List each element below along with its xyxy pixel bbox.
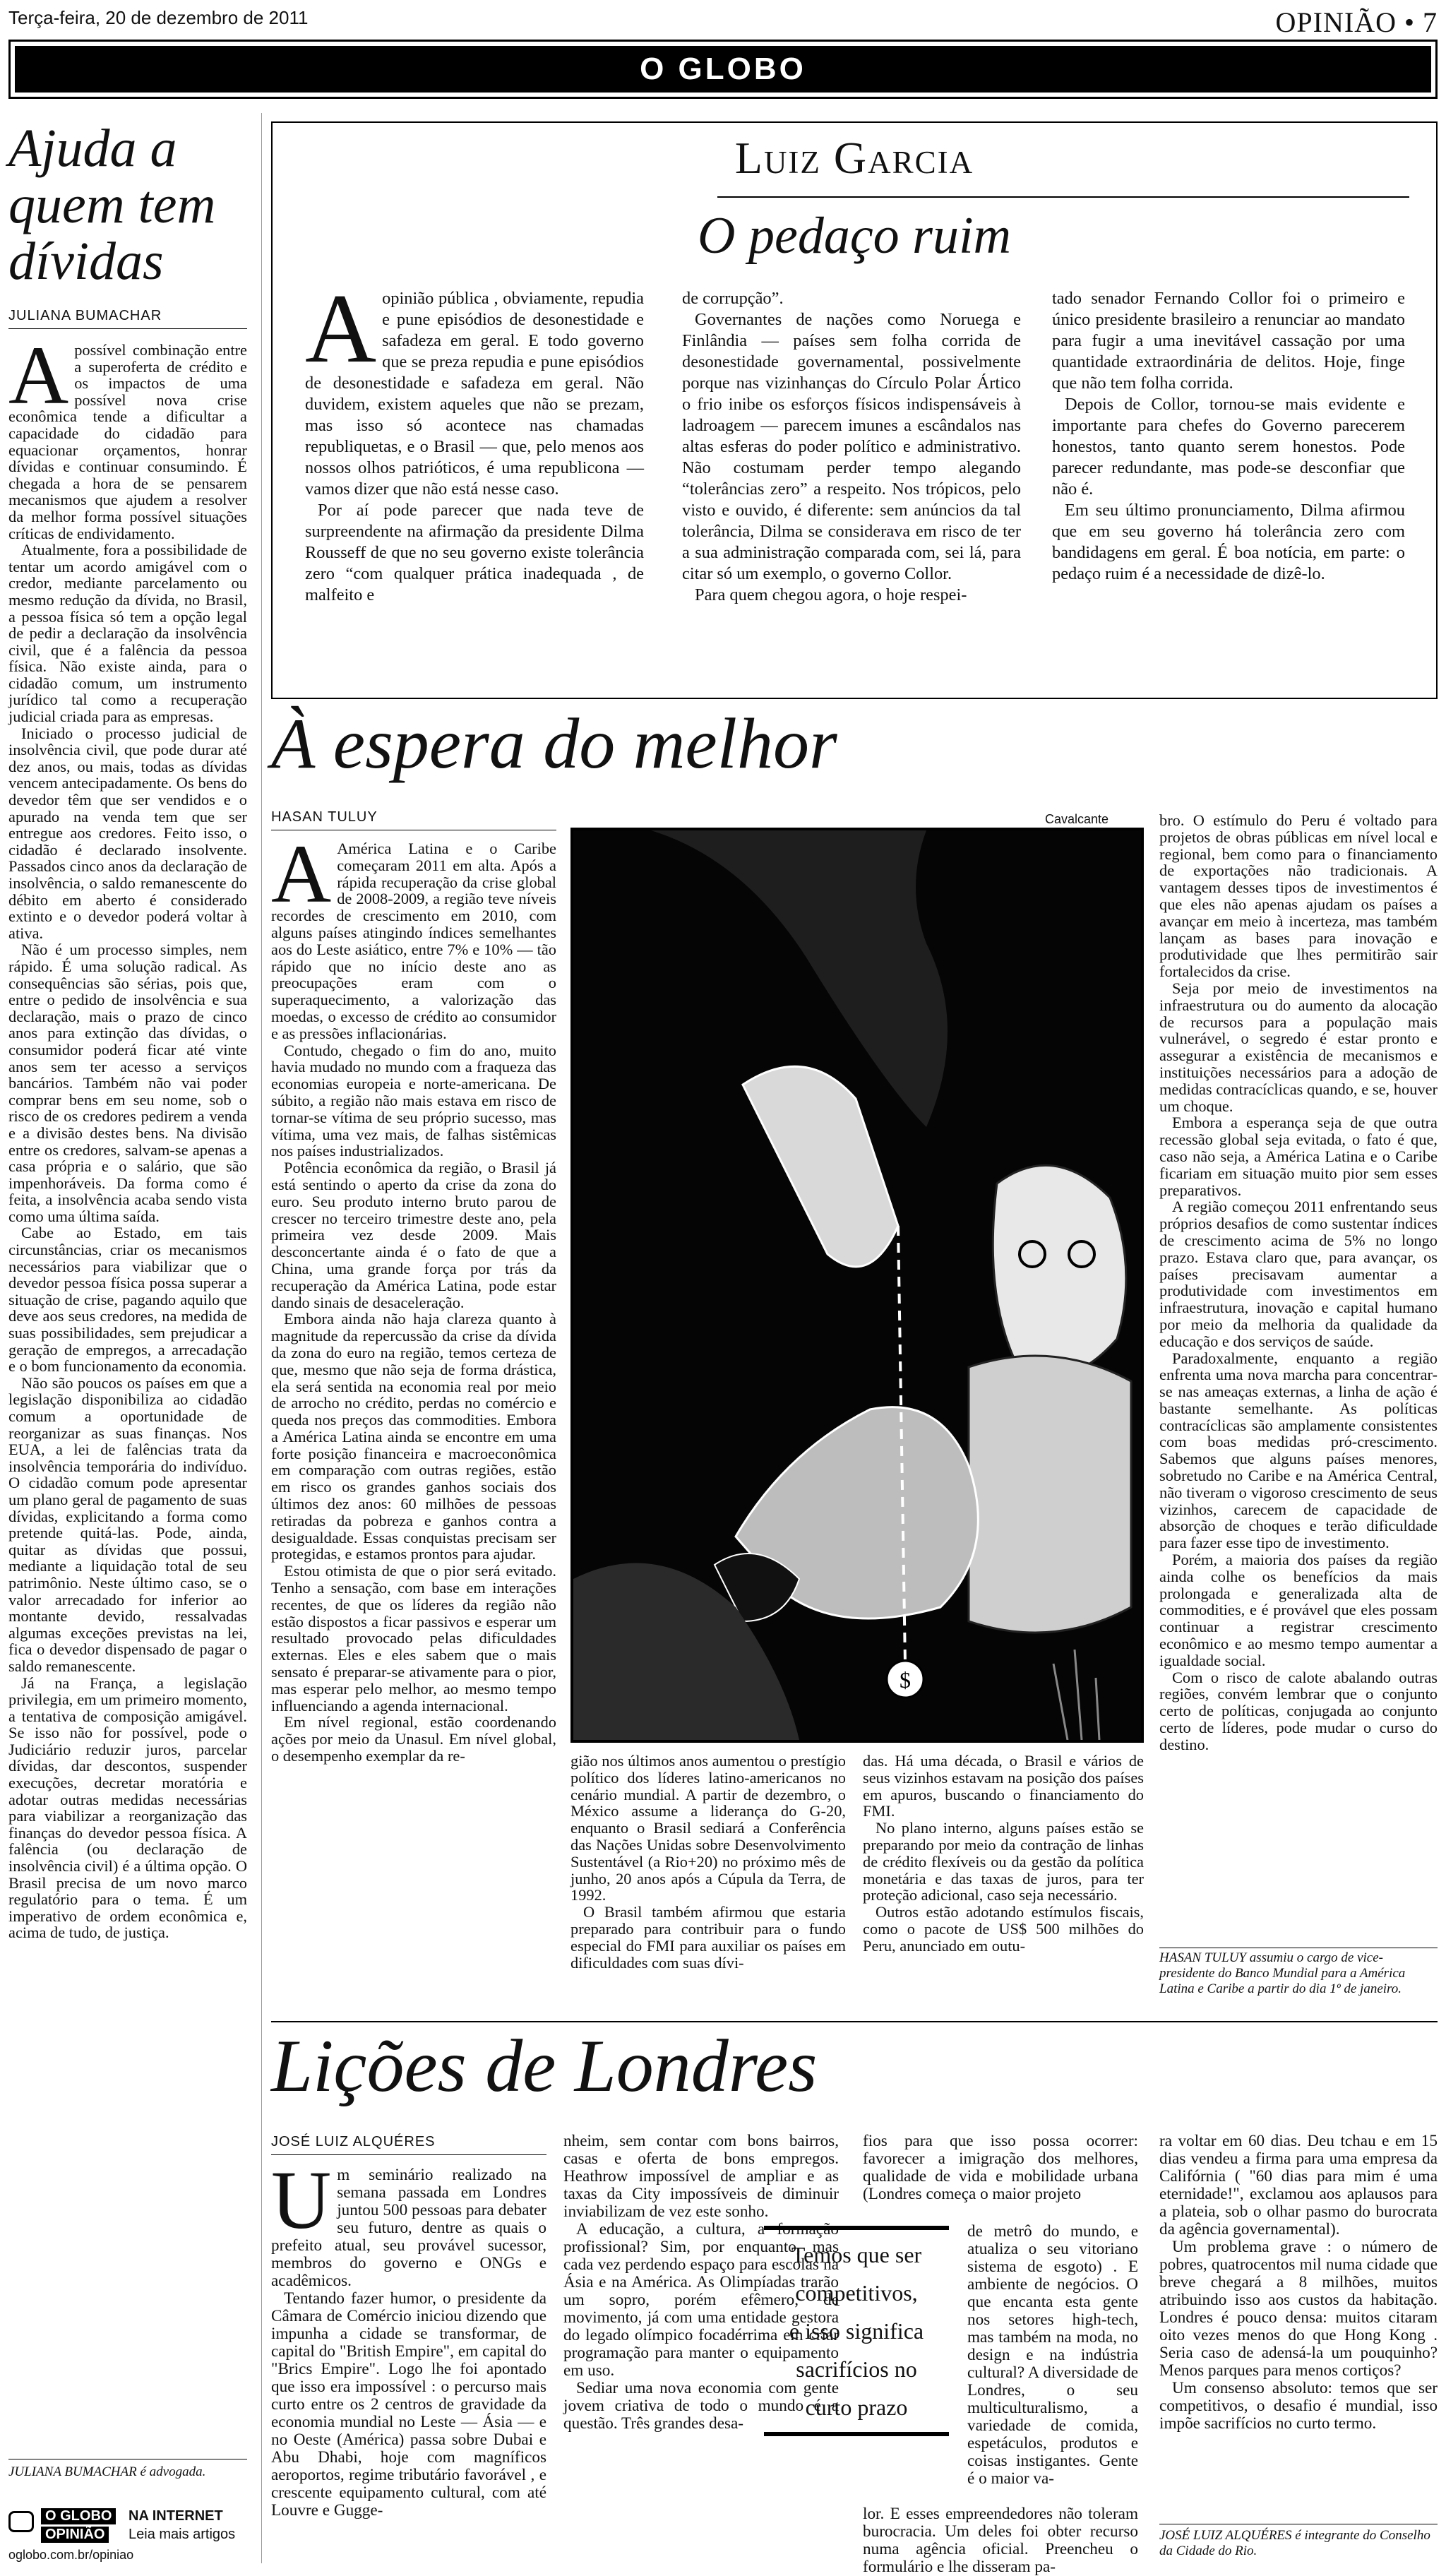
left-dropcap: A <box>8 329 69 422</box>
garcia-dropcap: A <box>305 274 377 383</box>
svg-text:$: $ <box>900 1667 911 1693</box>
online-label: NA INTERNET <box>129 2508 223 2524</box>
garcia-col-2: de corrupção”. Governantes de nações como Noruega e Finlândia — países sem folha corrida de desonestidade governamental, possivelmente porque nas vizinhanças do Círculo Polar Ártico o frio inibe os esforços físicos indispensáveis à ladroagem — parecem imunes a escândalos nas altas esferas do poder político e administrativo. Não costumam perder tempo alegando “tolerâncias zero” a respeito. Nos trópicos, pelo visto e ouvido, é diferente: sem anúncios da tal tolerância, Dilma se considerava em risco de ter a sua administração comparada com, sei lá, para citar só um exemplo, o governo Collor. Para quem chegou agora, o hoje respei- <box>682 289 1021 604</box>
espera-author-note: HASAN TULUY assumiu o cargo de vice-presidente do Banco Mundial para a América Latina e Caribe a partir do dia 1º de janeiro. <box>1159 1950 1406 1996</box>
espera-col-2-bottom: gião nos últimos anos aumentou o prestígio político dos líderes latino-americanos no cenário mundial. A partir de dezembro, o México assume a liderança do G-20, enquanto o Brasil sediará a Conferência das Nações Unidas sobre Desenvolvimento Sustentável (a Rio+20) no próximo mês de junho, 20 anos após a Cúpula da Terra, de 1992. O Brasil também afirmou que estaria preparado para contribuir para o fundo especial do FMI para auxiliar os países em dificuldades com suas dívi- <box>570 1752 846 1972</box>
garcia-col-1: Aopinião pública , obviamente, repudia e pune episódios de desonestidade e safadeza em geral. E todo governo que se preza repudia e pune episódios de desonestidade e safadeza em geral. Não duvidem, existem aqueles que não se prezam, mas isso só acontece nas chamadas republiquetas, e o Brasil — que, pelo menos aos nossos olhos patrióticos, é uma republicona — vamos dizer que não está nesse caso. Por aí pode parecer que nada teve de surpreendente na afirmação da presidente Dilma Rousseff de que no seu governo existe tolerância zero “com qualquer prática inadequada , de malfeito e <box>305 274 644 604</box>
illustration-credit: Cavalcante <box>1045 812 1109 826</box>
espera-dropcap: A <box>271 828 332 920</box>
garcia-column-box <box>271 121 1438 699</box>
brand-line2: OPINIÃO <box>41 2527 109 2543</box>
column-separator <box>261 113 262 2563</box>
garcia-col-3: tado senador Fernando Collor foi o primeiro e único presidente brasileiro a renunciar ao mandato para fugir a uma inevitável cassação por uma quantidade extraordinária de delitos. Hoje, finge que não tem folha corrida. Depois de Collor, tornou-se mais evidente e importante para chefes do Governo parecerem honestos, tanto quanto serem honestos. Pode parecer redundante, mas pode-se desconfiar que não é. Em seu último pronunciamento, Dilma afirmou que em seu governo há tolerância zero com bandidagens em geral. É boa notícia, em parte: o pedaço ruim é a necessidade de dizê-lo. <box>1052 289 1405 583</box>
licoes-col-3-bottom: lor. E esses empreendedores não toleram burocracia. Um deles foi obter recurso numa agência oficial. Preencheu o formulário e lhe disseram pa- <box>863 2505 1138 2576</box>
espera-col-3-bottom: das. Há uma década, o Brasil e vários de seus vizinhos estavam na posição dos países em apuros, buscando o financiamento do FMI. No plano interno, alguns países estão se preparando por meio da contração de linhas de crédito flexíveis ou da gestão da política monetária e das taxas de juros, para ter proteção adicional, caso seja necessário. Outros estão adotando estímulos fiscais, como o pacote de US$ 500 milhões do Peru, anunciado em outu- <box>863 1752 1144 1955</box>
dollar-tag-icon <box>887 1661 924 1698</box>
online-promo[interactable] <box>8 2505 247 2569</box>
licoes-author-note: JOSÉ LUIZ ALQUÉRES é integrante do Conselho da Cidade do Rio. <box>1159 2528 1430 2558</box>
newspaper-masthead <box>8 40 1438 99</box>
opinion-url[interactable]: oglobo.com.br/opiniao <box>8 2548 134 2562</box>
licoes-dropcap: U <box>271 2154 332 2246</box>
left-author-note: JULIANA BUMACHAR é advogada. <box>8 2464 206 2479</box>
garcia-author-rule <box>717 196 1409 198</box>
cartoon-illustration <box>570 828 1144 1743</box>
espera-byline: HASAN TULUY <box>271 809 556 830</box>
left-article-body: Apossível combinação entre a superoferta de crédito e os impactos de uma possível nova crise econômica tende a dificultar a capacidade do cidadão para equacionar orçamentos, honrar dívidas e continuar consumindo. É chegada a hora de se pensarem mecanismos que ajudem a resolver da melhor forma possível situações críticas de endividamento. Atualmente, fora a possibilidade de tentar um acordo amigável com o credor, mediante parcelamento ou mesmo redução da dívida, no Brasil, a pessoa física só tem a opção legal de pedir a declaração da insolvência civil, que é a falência da pessoa física. Não existe ainda, para o cidadão comum, um instrumento jurídico tal como a recuperação judicial criada para as empresas. Iniciado o processo judicial de insolvência civil, que pode durar até dez anos, ou mais, todas as dívidas vencem antecipadamente. Os bens do devedor têm que ser vendidos e o apurado na venda tem que ser entregue aos credores. Feito isso, o cidadão é declarado insolvente. Passados cinco anos da declaração de insolvência, o saldo remanescente do débito em aberto é considerado extinto e o devedor poderá voltar à ativa. Não é um processo simples, nem rápido. É uma solução radical. As consequências são sérias, pois que, entre o pedido de insolvência e sua declaração, mais o prazo de cinco anos para extinção das dívidas, o consumidor poderá ficar até vinte anos sem ter acesso a serviços bancários. Também não vai poder comprar bens em seu nome, sob o risco de os credores pedirem a venda e a divisão destes bens. Na divisão entre os credores, salvam-se apenas a casa própria e o salário, que são impenhoráveis. Da forma como é feita, a insolvência acaba sendo vista como uma última saída. Cabe ao Estado, em tais circunstâncias, criar os mecanismos necessários para viabilizar que o devedor pessoa física possa superar a situação de crise, pagando aquilo que deve aos seus credores, na medida de suas possibilidades, sem prejudicar a geração de empregos, a arrecadação e o bom funcionamento da economia. Não são poucos os países em que a legislação disponibiliza ao cidadão comum a oportunidade de reorganizar as suas finanças. Nos EUA, a lei de falências trata da insolvência temporária do indivíduo. O cidadão comum pode apresentar um plano geral de pagamento de suas dívidas, explicitando a forma como pretende quitá-las. Pode, ainda, quitar as dívidas que possui, mediante a liquidação total de seu patrimônio. Neste último caso, se o valor arrecadado for inferior ao montante devido, ressalvadas algumas exceções previstas na lei, fica o devedor dispensado de pagar o saldo remanescente. Já na França, a legislação privilegia, em um primeiro momento, a tentativa de composição amigável. Se isso não for possível, pode o Judiciário reduzir juros, parcelar dívidas, dar descontos, suspender execuções, decretar moratória e adotar outras medidas necessárias para viabilizar a reorganização das finanças do devedor pessoa física. A falência (ou declaração de insolvência civil) é a última opção. O Brasil precisa de um novo marco regulatório para o tema. É um imperativo de ordem econômica e, acima de tudo, de justiça. <box>8 329 247 1942</box>
section-label: OPINIÃO • 7 <box>1275 6 1438 38</box>
licoes-col-2: nheim, sem contar com bons bairros, casas e oferta de bons empregos. Heathrow impossível de ampliar e as taxas da City impossíveis de diminuir inviabilizam de vez este sonho. A educação, a cultura, a formação profissional? Sim, por enquanto, mas cada vez perdendo espaço para escolas na Ásia e na América. As Olimpíadas trarão um sopro, porém efêmero, de movimento, já com uma entidade gestora do legado olímpico focadérrima em criar programação para manter o equipamento em uso. Sediar uma nova economia com gente jovem criativa de todo o mundo é a questão. Três grandes desa- <box>563 2132 839 2433</box>
licoes-byline: JOSÉ LUIZ ALQUÉRES <box>271 2134 546 2155</box>
garcia-author: Luiz Garcia <box>734 133 974 183</box>
online-sub: Leia mais artigos <box>129 2527 236 2542</box>
left-article <box>8 120 247 1941</box>
section-name: OPINIÃO <box>1275 6 1397 38</box>
newspaper-name: O GLOBO <box>15 46 1431 93</box>
licoes-col-4: ra voltar em 60 dias. Deu tchau e em 15 dias vendeu a firma para uma empresa da Califórnia ( "60 dias para mim é uma eternidade!", exclamou aos aplausos para a plateia, sob o olhar pasmo do burocrata da agência governamental). Um problema grave : o número de pobres, quatrocentos mil numa cidade que breve chegará a 8 milhões, muitos atribuindo isso aos custos da habitação. Londres é pouco densa: muitos citaram oito vezes menos do que Hong Kong . Seria caso de adensá-la um pouquinho? Menos parques para menos cortiços? Um consenso absoluto: temos que ser competitivos, o desafio é mundial, isso impõe sacrifícios no curto termo. <box>1159 2132 1438 2433</box>
pullquote: Temos que ser competitivos, e isso significa sacrifícios no curto prazo <box>764 2226 949 2436</box>
left-article-byline: JULIANA BUMACHAR <box>8 308 247 329</box>
licoes-col-1: Um seminário realizado na semana passada em Londres juntou 500 pessoas para debater seu futuro, dentre as quais o prefeito atual, seu provável sucessor, membros do governo e ONGs e acadêmicos. Tentando fazer humor, o presidente da Câmara de Comércio iniciou dizendo que impunha a cidade se transformar, de capital do "British Empire", em capital do "Brics Empire". Logo lhe foi apontado que isso era impossível : o percurso mais curto entre os 2 centros de gravidade da economia mundial no Leste — Ásia — e no Oeste (América) passa sobre Dubai e Abu Dhabi, hoje com magníficos aeroportos, regime tributário favorável , e crescente equipamento cultural, com até Louvre e Gugge- <box>271 2154 546 2520</box>
licoes-col-3-right: de metrô do mundo, e atualiza o seu vitoriano sistema de esgoto) . E ambiente de negócios. O que encanta esta gente nos setores high-tech, mas também na moda, no design e na indústria cultural? A diversidade de Londres, o seu multiculturalismo, a variedade de comida, espetáculos, produtos e coisas instigantes. Gente é o maior va- <box>967 2222 1138 2488</box>
espera-col-1: A América Latina e o Caribe começaram 2011 em alta. Após a rápida recuperação da crise global de 2008-2009, a região teve níveis recordes de crescimento em 2010, com alguns países atingindo índices semelhantes aos do Leste asiático, entre 7% e 10% — tão rápido que no início deste ano as preocupações eram com o superaquecimento, a valorização das moedas, o excesso de crédito ao consumidor e as pressões inflacionárias. Contudo, chegado o fim do ano, muito havia mudado no mundo com a fraqueza das economias europeia e norte-americana. De súbito, a região não mais estava em risco de tornar-se vítima de seu próprio sucesso, mas vítima, uma vez mais, de falhas sistêmicas nos países industrializados. Potência econômica da região, o Brasil já está sentindo o aperto da crise da zona do euro. Seu produto interno bruto parou de crescer no terceiro trimestre deste ano, pela primeira vez desde 2009. Mais desconcertante ainda é o fato de que a China, uma grande força por trás da recuperação da América Latina, pode estar dando sinais de desaceleração. Embora ainda não haja clareza quanto à magnitude da repercussão da crise da dívida da zona do euro na região, temos certeza de que, mesmo que não seja de forma drástica, ela será sentida na economia real por meio de arrocho no crédito, perdas no comércio e queda nos preços das commodities. Embora a América Latina ainda se encontre em uma forte posição financeira e macroeconômica em comparação com outras regiões, estão em risco os grandes ganhos sociais dos últimos dez anos: 60 milhões de pessoas retiradas da pobreza e ganhos contra a desigualdade. Essas conquistas precisam ser protegidas, e estamos prontos para ajudar. Estou otimista de que o pior será evitado. Tenho a sensação, com base em interações recentes, de que os líderes da região não estão dispostos a ficar passivos e esperar um resultado provocado pelas dificuldades externas. Eles e eles sabem que o mais sensato é preparar-se ativamente para o pior, mas esperar pelo melhor, ao mesmo tempo influenciando a agenda internacional. Em nível regional, estão coordenando ações por meio da Unasul. Em nível global, o desempenho exemplar da re- <box>271 828 556 1765</box>
section-divider <box>271 2021 1438 2022</box>
garcia-title: O pedaço ruim <box>698 207 1011 265</box>
speech-bubble-icon <box>8 2511 34 2532</box>
espera-title: À espera do melhor <box>271 704 837 784</box>
espera-col-4: bro. O estímulo do Peru é voltado para projetos de obras públicas em nível local e regional, bem como para o financiamento de exportações não tradicionais. A vantagem desses tipos de investimentos é que eles não apenas ajudam os países a avançar em meio à incerteza, mas também lançam as bases para inovação e produtividade que lhes permitirão sair fortalecidos da crise. Seja por meio de investimentos na infraestrutura ou do aumento da alocação de recursos para a população mais vulnerável, o segredo é estar pronto e assegurar a existência de mecanismos e instituições necessários para a adoção de medidas contracíclicas quando, e se, houver um choque. Embora a esperança seja de que outra recessão global seja evitada, o fato é que, caso não seja, a América Latina e o Caribe ficariam em situação muito pior sem esses preparativos. A região começou 2011 enfrentando seus próprios desafios de como sustentar índices de crescimento acima de 5% no longo prazo. Estava claro que, para avançar, os países precisavam aumentar a produtividade com investimentos em infraestrutura, inovação e capital humano por meio da melhoria da qualidade da educação e dos serviços de saúde. Paradoxalmente, enquanto a região enfrenta uma nova marcha para concentrar-se nas ameaças externas, a linha de ação é bastante semelhante. As políticas contracíclicas são amplamente consistentes com boas medidas pró-crescimento. Sabemos que alguns países menores, sobretudo no Caribe e na América Central, não tiveram o vigoroso crescimento de seus vizinhos, carecem de capacidade de absorção de choques e terão dificuldade para fazer esse tipo de investimento. Porém, a maioria dos países da região ainda colhe os benefícios da mais prolongada e generalizada alta de commodities, e é provável que eles possam continuar a registrar crescimento econômico e ao mesmo tempo aumentar a igualdade social. Com o risco de calote abalando outras regiões, convém lembrar que o conjunto certo de políticas, conjugada ao conjunto certo de líderes, pode mudar o curso do destino. <box>1159 811 1438 1753</box>
brand-line1: O GLOBO <box>41 2508 116 2524</box>
left-article-title: Ajuda a quem tem dívidas <box>8 119 216 291</box>
edition-date: Terça-feira, 20 de dezembro de 2011 <box>8 7 309 28</box>
page-number: 7 <box>1423 6 1438 38</box>
licoes-title: Lições de Londres <box>271 2025 818 2107</box>
cartoon-drawing <box>573 830 1141 1740</box>
licoes-col-3-top: fios para que isso possa ocorrer: favorecer a imigração dos melhores, qualidade de vida e mobilidade urbana (Londres começa o maior projeto <box>863 2132 1138 2203</box>
